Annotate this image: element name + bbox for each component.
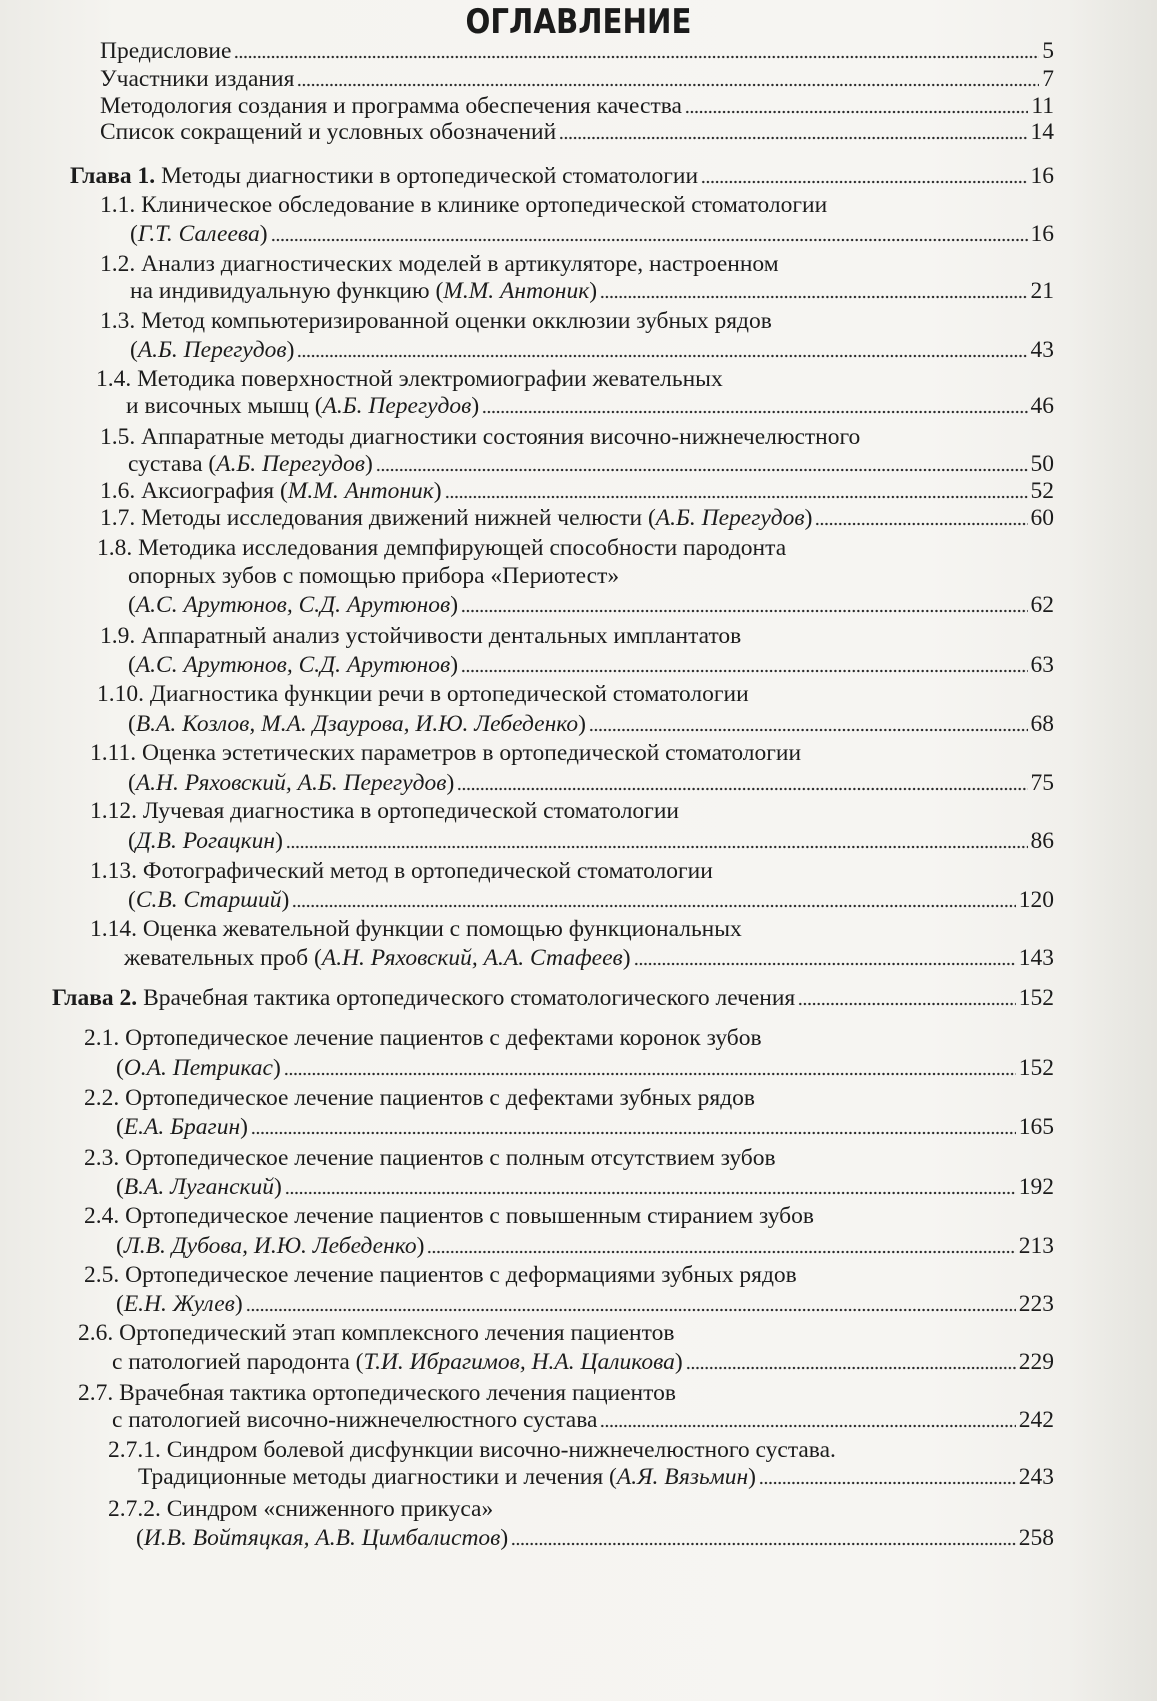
dot-leader bbox=[251, 1131, 1016, 1135]
dot-leader bbox=[686, 1366, 1016, 1370]
dot-leader bbox=[292, 904, 1015, 908]
toc-entry bbox=[84, 1085, 755, 1112]
toc-entry[interactable] bbox=[112, 1349, 1054, 1376]
toc-entry-text bbox=[84, 1085, 755, 1111]
dot-leader bbox=[376, 468, 1028, 472]
toc-entry bbox=[96, 366, 723, 393]
toc-entry-text bbox=[108, 1437, 836, 1463]
entry-title: 2.3. Ортопедическое лечение пациентов с полным отсутствием зубов bbox=[84, 1145, 776, 1171]
toc-entry-text bbox=[100, 66, 294, 93]
toc-entry bbox=[100, 623, 741, 650]
toc-entry-text: (А.Б. Перегудов) bbox=[130, 337, 295, 363]
entry-title: 1.13. Фотографический метод в ортопедической стоматологии bbox=[90, 858, 713, 884]
toc-entry-text: (В.А. Козлов, М.А. Дзаурова, И.Ю. Лебеденко) bbox=[128, 711, 586, 737]
entry-title: 2.1. Ортопедическое лечение пациентов с дефектами коронок зубов bbox=[84, 1025, 762, 1051]
entry-title: 1.2. Анализ диагностических моделей в артикуляторе, настроенном bbox=[100, 251, 779, 277]
toc-entry bbox=[78, 1380, 676, 1407]
toc-entry[interactable] bbox=[128, 770, 1054, 797]
toc-entry-text bbox=[78, 1380, 676, 1406]
dot-leader bbox=[600, 1424, 1015, 1428]
entry-title: жевательных проб bbox=[124, 945, 309, 971]
entry-title: Предисловие bbox=[100, 38, 232, 64]
toc-entry[interactable] bbox=[126, 393, 1054, 420]
dot-leader bbox=[284, 1072, 1016, 1076]
dot-leader bbox=[285, 1191, 1016, 1195]
toc-entry[interactable] bbox=[116, 1233, 1054, 1260]
toc-entry-text bbox=[100, 308, 772, 334]
toc-entry bbox=[100, 308, 772, 335]
toc-entry[interactable] bbox=[100, 478, 1054, 505]
entry-title: с патологией височно-нижнечелюстного сустава bbox=[112, 1407, 598, 1433]
toc-entry-text bbox=[108, 1496, 493, 1522]
toc-entry-text: (В.А. Луганский) bbox=[116, 1174, 282, 1200]
entry-authors: М.М. Антоник bbox=[287, 478, 434, 504]
toc-entry bbox=[84, 1262, 797, 1289]
toc-entry-text bbox=[52, 985, 795, 1012]
entry-title: 2.4. Ортопедическое лечение пациентов с повышенным стиранием зубов bbox=[84, 1203, 814, 1229]
toc-entry bbox=[78, 1320, 674, 1347]
entry-title: и височных мышц bbox=[126, 393, 309, 419]
toc-entry bbox=[100, 192, 827, 219]
entry-title: 2.7. Врачебная тактика ортопедического лечения пациентов bbox=[78, 1380, 676, 1406]
page-number: 152 bbox=[1018, 985, 1054, 1011]
toc-entry[interactable] bbox=[70, 163, 1054, 190]
dot-leader bbox=[457, 787, 1027, 791]
page-number: 75 bbox=[1030, 770, 1054, 796]
entry-authors: Г.Т. Салеева bbox=[137, 221, 260, 247]
toc-entry bbox=[90, 798, 679, 825]
toc-entry-text bbox=[84, 1145, 776, 1171]
toc-entry[interactable] bbox=[100, 66, 1054, 93]
toc-entry[interactable] bbox=[130, 278, 1054, 305]
toc-entry-text bbox=[84, 1262, 797, 1288]
toc-entry-text: (Д.В. Рогацкин) bbox=[128, 828, 283, 854]
toc-entry bbox=[90, 740, 801, 767]
toc-entry[interactable] bbox=[138, 1464, 1054, 1491]
entry-title: на индивидуальную функцию bbox=[130, 278, 430, 304]
entry-authors: М.М. Антоник bbox=[443, 278, 590, 304]
dot-leader bbox=[246, 1308, 1016, 1312]
dot-leader bbox=[445, 495, 1028, 499]
dot-leader bbox=[234, 55, 1039, 59]
toc-entry bbox=[84, 1145, 776, 1172]
toc-entry-text bbox=[84, 1025, 762, 1051]
toc-entry-text: (Е.А. Брагин) bbox=[116, 1114, 248, 1140]
page-number: 243 bbox=[1018, 1464, 1054, 1490]
toc-entry[interactable] bbox=[116, 1291, 1054, 1318]
entry-title: 1.3. Метод компьютеризированной оценки окклюзии зубных рядов bbox=[100, 308, 772, 334]
toc-entry-text: на индивидуальную функцию (М.М. Антоник) bbox=[130, 278, 598, 304]
toc-entry-text bbox=[90, 740, 801, 766]
entry-title: 1.6. Аксиография bbox=[100, 478, 275, 504]
entry-title: 1.4. Методика поверхностной электромиографии жевательных bbox=[96, 366, 723, 392]
toc-entry-text: и височных мышц (А.Б. Перегудов) bbox=[126, 393, 480, 419]
page-number: 7 bbox=[1042, 66, 1054, 92]
page-number: 43 bbox=[1030, 337, 1054, 363]
entry-authors: С.В. Старший bbox=[135, 887, 282, 913]
toc-entry[interactable] bbox=[52, 985, 1054, 1012]
dot-leader bbox=[759, 1481, 1016, 1485]
toc-entry-text bbox=[97, 681, 749, 707]
dot-leader bbox=[297, 83, 1039, 87]
page-number: 60 bbox=[1030, 505, 1054, 531]
entry-authors: В.А. Козлов, М.А. Дзаурова, И.Ю. Лебеденко bbox=[135, 711, 579, 737]
toc-entry-text bbox=[128, 563, 619, 589]
toc-entry[interactable] bbox=[100, 93, 1054, 120]
page-number: 11 bbox=[1031, 93, 1054, 119]
toc-entry bbox=[84, 1203, 814, 1230]
page-number: 16 bbox=[1030, 163, 1054, 189]
toc-entry[interactable] bbox=[116, 1055, 1054, 1082]
page-number: 16 bbox=[1030, 221, 1054, 247]
toc-entry[interactable] bbox=[130, 221, 1054, 248]
entry-title: Участники издания bbox=[100, 66, 295, 92]
entry-title: 1.12. Лучевая диагностика в ортопедической стоматологии bbox=[90, 798, 679, 824]
toc-entry-text: (С.В. Старший) bbox=[128, 887, 290, 913]
entry-authors: И.В. Войтяцкая, А.В. Цимбалистов bbox=[143, 1525, 501, 1551]
entry-title: Список сокращений и условных обозначений bbox=[100, 119, 557, 145]
toc-entry[interactable] bbox=[116, 1114, 1054, 1141]
entry-title: 1.7. Методы исследования движений нижней челюсти bbox=[100, 505, 643, 531]
dot-leader bbox=[701, 180, 1027, 184]
dot-leader bbox=[297, 354, 1027, 358]
page-number: 229 bbox=[1018, 1349, 1054, 1375]
toc-entry bbox=[100, 424, 860, 451]
toc-entry bbox=[90, 916, 742, 943]
toc-entry[interactable] bbox=[112, 1407, 1054, 1434]
entry-title: 1.9. Аппаратный анализ устойчивости дентальных имплантатов bbox=[100, 623, 742, 649]
toc-entry[interactable] bbox=[128, 828, 1054, 855]
toc-entry-text bbox=[100, 623, 741, 649]
entry-title: 1.14. Оценка жевательной функции с помощью функциональных bbox=[90, 916, 742, 942]
entry-authors: А.Я. Вязьмин bbox=[616, 1464, 749, 1490]
toc-entry-text: с патологией пародонта (Т.И. Ибрагимов, Н.А. Цаликова) bbox=[112, 1349, 683, 1375]
toc-entry-text: сустава (А.Б. Перегудов) bbox=[128, 451, 373, 477]
chapter-label: Глава 1. bbox=[70, 163, 156, 189]
entry-authors: А.Б. Перегудов bbox=[655, 505, 805, 531]
entry-title: 2.6. Ортопедический этап комплексного лечения пациентов bbox=[78, 1320, 675, 1346]
toc-entry-text bbox=[100, 192, 827, 218]
page-number: 213 bbox=[1018, 1233, 1054, 1259]
toc-entry-text bbox=[90, 798, 679, 824]
entry-authors: В.А. Луганский bbox=[123, 1174, 275, 1200]
entry-authors: Л.В. Дубова, И.Ю. Лебеденко bbox=[123, 1233, 417, 1259]
dot-leader bbox=[815, 522, 1027, 526]
toc-entry bbox=[108, 1496, 493, 1523]
toc-entry-text bbox=[100, 424, 860, 450]
dot-leader bbox=[461, 669, 1027, 673]
toc-entry-text: Традиционные методы диагностики и лечения (А.Я. Вязьмин) bbox=[138, 1464, 756, 1490]
toc-entry-text: (А.Н. Ряховский, А.Б. Перегудов) bbox=[128, 770, 455, 796]
toc-entry-text bbox=[90, 858, 713, 884]
toc-entry-text: (О.А. Петрикас) bbox=[116, 1055, 281, 1081]
toc-entry[interactable] bbox=[136, 1525, 1054, 1552]
entry-title: 2.7.2. Синдром «сниженного прикуса» bbox=[108, 1496, 494, 1522]
toc-entry bbox=[84, 1025, 762, 1052]
toc-entry-text: (Е.Н. Жулев) bbox=[116, 1291, 243, 1317]
toc-entry[interactable] bbox=[128, 711, 1054, 738]
entry-authors: А.Б. Перегудов bbox=[322, 393, 472, 419]
toc-entry bbox=[90, 858, 713, 885]
dot-leader bbox=[461, 609, 1027, 613]
entry-title: 1.11. Оценка эстетических параметров в ортопедической стоматологии bbox=[90, 740, 802, 766]
entry-authors: Е.Н. Жулев bbox=[123, 1291, 235, 1317]
dot-leader bbox=[286, 845, 1028, 849]
toc-entry[interactable] bbox=[124, 945, 1054, 972]
entry-authors: Е.А. Брагин bbox=[123, 1114, 241, 1140]
dot-leader bbox=[634, 962, 1016, 966]
entry-authors: А.Б. Перегудов bbox=[137, 337, 287, 363]
entry-authors: Д.В. Рогацкин bbox=[135, 828, 276, 854]
page-number: 223 bbox=[1018, 1291, 1054, 1317]
page-number: 192 bbox=[1018, 1174, 1054, 1200]
entry-title: с патологией пародонта bbox=[112, 1349, 350, 1375]
toc-entry-text bbox=[100, 251, 779, 277]
toc-entry-text bbox=[97, 535, 786, 561]
entry-title: сустава bbox=[128, 451, 203, 477]
page-number: 5 bbox=[1042, 38, 1054, 64]
entry-title: Врачебная тактика ортопедического стоматологического лечения bbox=[143, 985, 796, 1011]
toc-entry-text bbox=[78, 1320, 674, 1346]
entry-title: опорных зубов с помощью прибора «Периотест» bbox=[128, 563, 620, 589]
page-number: 165 bbox=[1018, 1114, 1054, 1140]
toc-entry[interactable] bbox=[100, 38, 1054, 65]
toc-entry[interactable] bbox=[100, 119, 1054, 146]
entry-title: 1.5. Аппаратные методы диагностики состояния височно-нижнечелюстного bbox=[100, 424, 861, 450]
entry-title: 1.8. Методика исследования демпфирующей способности пародонта bbox=[97, 535, 787, 561]
entry-title: 2.7.1. Синдром болевой дисфункции височно-нижнечелюстного сустава. bbox=[108, 1437, 836, 1463]
chapter-label: Глава 2. bbox=[52, 985, 138, 1011]
page-number: 52 bbox=[1030, 478, 1054, 504]
toc-entry-text bbox=[70, 163, 698, 190]
toc-entry bbox=[108, 1437, 836, 1464]
toc-entry bbox=[128, 563, 619, 590]
entry-title: 2.2. Ортопедическое лечение пациентов с дефектами зубных рядов bbox=[84, 1085, 756, 1111]
toc-entry[interactable] bbox=[116, 1174, 1054, 1201]
page-number: 63 bbox=[1030, 652, 1054, 678]
dot-leader bbox=[589, 728, 1028, 732]
toc-entry-text bbox=[90, 916, 742, 942]
page-number: 242 bbox=[1018, 1407, 1054, 1433]
entry-title: Методология создания и программа обеспечения качества bbox=[100, 93, 682, 119]
toc-entry-text: (Г.Т. Салеева) bbox=[130, 221, 268, 247]
page-number: 120 bbox=[1018, 887, 1054, 913]
dot-leader bbox=[798, 1002, 1016, 1006]
toc-entry-text bbox=[84, 1203, 814, 1229]
toc-entry-text: жевательных проб (А.Н. Ряховский, А.А. Стафеев) bbox=[124, 945, 631, 971]
toc-entry-text: (И.В. Войтяцкая, А.В. Цимбалистов) bbox=[136, 1525, 509, 1551]
dot-leader bbox=[685, 110, 1028, 114]
toc-entry-text bbox=[96, 366, 723, 392]
toc-entry[interactable] bbox=[130, 337, 1054, 364]
entry-authors: А.Б. Перегудов bbox=[216, 451, 366, 477]
dot-leader bbox=[559, 136, 1027, 140]
page-number: 62 bbox=[1030, 592, 1054, 618]
toc-entry-text bbox=[112, 1407, 597, 1434]
page-number: 46 bbox=[1030, 393, 1054, 419]
entry-authors: А.С. Арутюнов, С.Д. Арутюнов bbox=[135, 592, 451, 618]
page-number: 152 bbox=[1018, 1055, 1054, 1081]
toc-entry[interactable] bbox=[100, 505, 1054, 532]
toc-entry bbox=[100, 251, 779, 278]
toc-entry bbox=[97, 535, 786, 562]
toc-entry-text bbox=[100, 93, 682, 120]
toc-entry[interactable] bbox=[128, 451, 1054, 478]
toc-entry-text bbox=[100, 119, 556, 146]
page-number: 143 bbox=[1018, 945, 1054, 971]
entry-title: Методы диагностики в ортопедической стоматологии bbox=[161, 163, 699, 189]
toc-entry-text: 1.7. Методы исследования движений нижней челюсти (А.Б. Перегудов) bbox=[100, 505, 813, 531]
toc-entry[interactable] bbox=[128, 887, 1054, 914]
dot-leader bbox=[271, 238, 1028, 242]
entry-authors: Т.И. Ибрагимов, Н.А. Цаликова bbox=[363, 1349, 675, 1375]
toc-entry-text: (Л.В. Дубова, И.Ю. Лебеденко) bbox=[116, 1233, 425, 1259]
dot-leader bbox=[427, 1250, 1015, 1254]
toc-entry bbox=[97, 681, 749, 708]
dot-leader bbox=[482, 410, 1027, 414]
toc-entry-text: (А.С. Арутюнов, С.Д. Арутюнов) bbox=[128, 652, 459, 678]
page-number: 50 bbox=[1030, 451, 1054, 477]
toc-entry-text: 1.6. Аксиография (М.М. Антоник) bbox=[100, 478, 442, 504]
toc-entry-text: (А.С. Арутюнов, С.Д. Арутюнов) bbox=[128, 592, 459, 618]
entry-authors: А.С. Арутюнов, С.Д. Арутюнов bbox=[135, 652, 451, 678]
entry-title: 1.10. Диагностика функции речи в ортопедической стоматологии bbox=[97, 681, 749, 707]
toc-entry-text bbox=[100, 38, 231, 65]
entry-title: 1.1. Клиническое обследование в клинике ортопедической стоматологии bbox=[100, 192, 828, 218]
entry-title: 2.5. Ортопедическое лечение пациентов с деформациями зубных рядов bbox=[84, 1262, 797, 1288]
toc-entry[interactable] bbox=[128, 592, 1054, 619]
page-number: 21 bbox=[1030, 278, 1054, 304]
entry-authors: О.А. Петрикас bbox=[123, 1055, 273, 1081]
page-number: 86 bbox=[1030, 828, 1054, 854]
entry-title: Традиционные методы диагностики и лечения bbox=[138, 1464, 604, 1490]
page-title: ОГЛАВЛЕНИЕ bbox=[465, 2, 692, 42]
page-number: 258 bbox=[1018, 1525, 1054, 1551]
dot-leader bbox=[600, 295, 1027, 299]
dot-leader bbox=[511, 1542, 1016, 1546]
toc-entry[interactable] bbox=[128, 652, 1054, 679]
entry-authors: А.Н. Ряховский, А.Б. Перегудов bbox=[135, 770, 447, 796]
page-number: 68 bbox=[1030, 711, 1054, 737]
page-number: 14 bbox=[1030, 119, 1054, 145]
entry-authors: А.Н. Ряховский, А.А. Стафеев bbox=[321, 945, 623, 971]
